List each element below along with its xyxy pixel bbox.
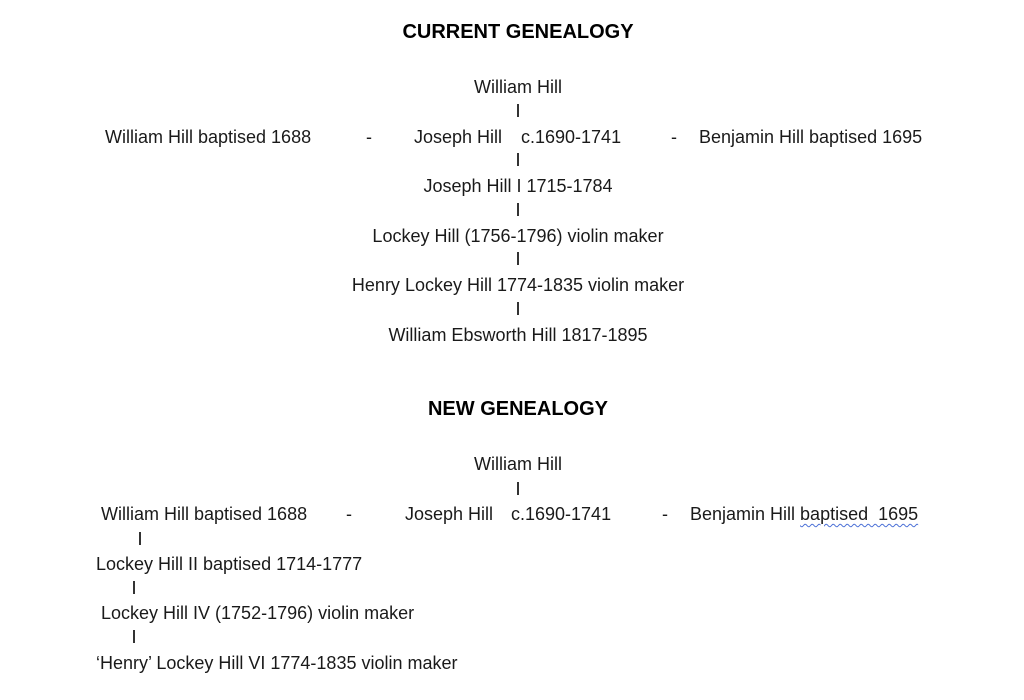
new-generation-4: ‘Henry’ Lockey Hill VI 1774-1835 violin maker bbox=[96, 653, 458, 673]
current-dash-left: - bbox=[366, 127, 372, 147]
current-genealogy-title: CURRENT GENEALOGY bbox=[402, 21, 634, 43]
new-sibling-left: William Hill baptised 1688 bbox=[101, 504, 308, 524]
tree-connector bbox=[133, 630, 135, 643]
tree-connector bbox=[517, 153, 519, 166]
spellcheck-flagged-text[interactable]: baptised 1695 bbox=[800, 504, 919, 524]
current-sibling-left: William Hill baptised 1688 bbox=[105, 127, 312, 147]
current-sibling-right: Benjamin Hill baptised 1695 bbox=[699, 127, 923, 147]
tree-connector bbox=[517, 252, 519, 265]
new-dash-right: - bbox=[662, 504, 668, 524]
new-sibling-right-prefix: Benjamin Hill bbox=[690, 504, 801, 524]
current-generation-3: Lockey Hill (1756-1796) violin maker bbox=[372, 226, 664, 246]
new-center-dates: c.1690-1741 bbox=[511, 504, 612, 524]
tree-connector bbox=[517, 104, 519, 117]
current-center-dates: c.1690-1741 bbox=[521, 127, 622, 147]
current-generation-2: Joseph Hill I 1715-1784 bbox=[423, 176, 613, 196]
new-generation-3: Lockey Hill IV (1752-1796) violin maker bbox=[101, 603, 415, 623]
current-dash-right: - bbox=[671, 127, 677, 147]
current-generation-4: Henry Lockey Hill 1774-1835 violin maker bbox=[351, 275, 685, 295]
tree-connector bbox=[517, 302, 519, 315]
new-generation-2: Lockey Hill II baptised 1714-1777 bbox=[96, 554, 363, 574]
current-center-name: Joseph Hill bbox=[414, 127, 503, 147]
new-sibling-right bbox=[690, 503, 918, 525]
current-generation-5: William Ebsworth Hill 1817-1895 bbox=[388, 325, 648, 345]
current-root-name: William Hill bbox=[474, 77, 562, 97]
tree-connector bbox=[517, 203, 519, 216]
new-dash-left: - bbox=[346, 504, 352, 524]
new-center-name: Joseph Hill bbox=[405, 504, 494, 524]
tree-connector bbox=[133, 581, 135, 594]
tree-connector bbox=[139, 532, 141, 545]
new-root-name: William Hill bbox=[474, 454, 562, 474]
new-genealogy-title: NEW GENEALOGY bbox=[427, 398, 609, 420]
tree-connector bbox=[517, 482, 519, 495]
